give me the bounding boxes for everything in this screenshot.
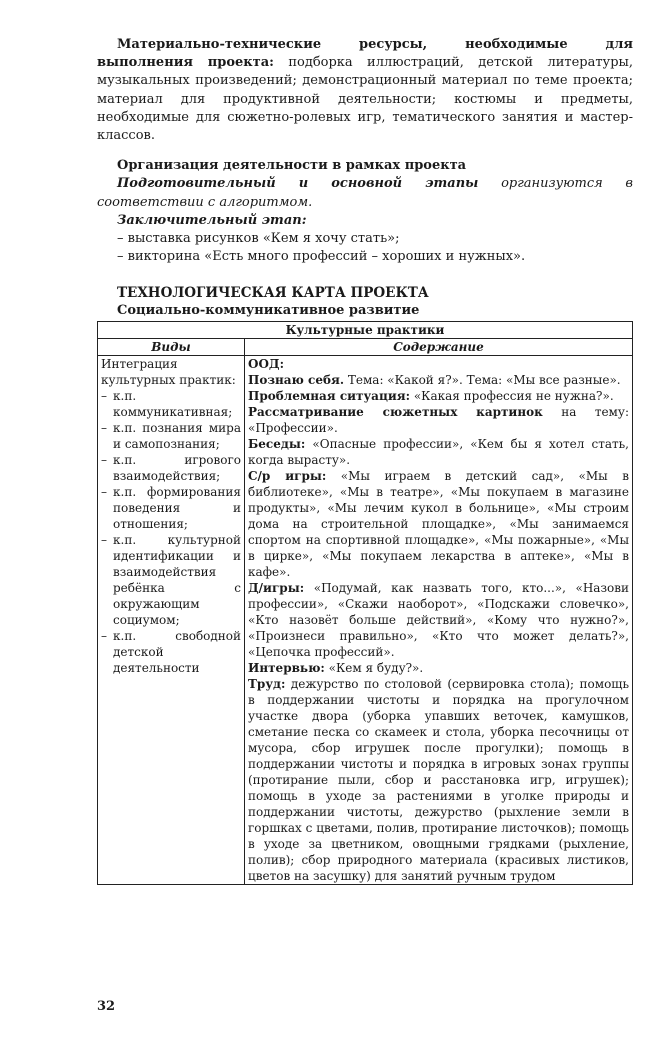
list-item-text: к.п. познания мира и самопознания;	[113, 421, 241, 452]
ood-label: ООД:	[248, 357, 285, 372]
page-number: 32	[97, 999, 116, 1014]
content-label: Д/игры:	[248, 581, 305, 596]
dash: –	[101, 389, 107, 404]
stages-label: Подготовительный и основной этапы	[117, 176, 479, 192]
content-paragraph	[248, 468, 629, 580]
dash: –	[101, 629, 107, 644]
list-item	[101, 420, 241, 452]
table-header-row	[98, 322, 633, 339]
dash: –	[101, 533, 107, 548]
list-item-text: к.п. свободной детской деятельности	[113, 629, 241, 676]
list-item-text: к.п. культурной идентификации и взаимодействия ребёнка с окружающим социумом;	[113, 533, 241, 628]
content-cell	[245, 356, 633, 885]
final-stage-label: Заключительный этап:	[117, 212, 307, 228]
dash: –	[101, 485, 107, 500]
content-paragraph	[248, 372, 629, 388]
content-paragraph	[248, 660, 629, 676]
content-text: дежурство по столовой (сервировка стола); помощь в поддержании чистоты и порядка на прогулочном участке двора (уборка упавших веточек, камушков, сметание песка со скамеек и стола, уборка песочницы от мусора, сбор игрушек после прогулки); помощь в поддержании чистоты и порядка в игровых зонах группы (протирание пыли, сбор и расстановка игр, игрушек); помощь в уходе за растениями в уголке природы и поддержании чистоты, дежурство (рыхление земли в горшках с цветами, полив, протирание листочков); помощь в уходе за цветником, овощными грядками (рыхление, полив); сбор природного материала (красивых листиков, цветов на засушку) для занятий ручным трудом	[248, 677, 629, 884]
content-label: Рассматривание сюжетных картинок	[248, 405, 543, 420]
list-item-text: к.п. формирования поведения и отношения;	[113, 485, 241, 532]
col-header-content: Содержание	[245, 339, 633, 356]
col-header-kinds: Виды	[98, 339, 245, 356]
resources-text: подборка иллюстраций, детской литературы, музыкальных произведений; демонстрационный материал по теме проекта; материал для продуктивной деятельности; костюмы и предметы, необходимые для сюжетно-ролевых игр, тематического занятия и мастер-классов.	[97, 55, 633, 144]
content-label: С/р игры:	[248, 469, 327, 484]
resources-paragraph	[97, 36, 633, 145]
list-item	[101, 452, 241, 484]
techcard-table	[97, 321, 633, 885]
content-text: «Мы играем в детский сад», «Мы в библиотеке», «Мы в театре», «Мы покупаем в магазине продукты», «Мы лечим кукол в больнице», «Мы строим дома на строительной площадке», «Мы занимаемся спортом на спортивной площадке», «Мы пожарные», «Мы в цирке», «Мы покупаем лекарства в аптеке», «Мы в кафе».	[248, 469, 629, 580]
stages-paragraph	[97, 175, 633, 211]
content-text: «Какая профессия не нужна?».	[410, 389, 614, 404]
stages-text: организуются в соответствии с алгоритмом.	[97, 176, 633, 210]
resources-label: Материально-технические ресурсы, необходимые для выполнения проекта:	[97, 37, 633, 71]
content-text: «Подумай, как назвать того, кто...», «Назови профессии», «Скажи наоборот», «Подскажи словечко», «Кто назовёт больше действий», «Кому что нужно?», «Произнеси правильно», «Кто что может делать?», «Цепочка профессий».	[248, 581, 629, 660]
page-content	[97, 36, 633, 885]
column-header-row	[98, 339, 633, 356]
list-item-text: к.п. игрового взаимодействия;	[113, 453, 241, 484]
content-label: Беседы:	[248, 437, 306, 452]
kinds-cell	[98, 356, 245, 885]
dash: –	[101, 421, 107, 436]
list-item	[101, 484, 241, 532]
list-item	[101, 532, 241, 628]
table-header: Культурные практики	[98, 322, 633, 339]
organization-heading: Организация деятельности в рамках проекта	[117, 158, 467, 174]
final-item: – викторина «Есть много профессий – хороших и нужных».	[117, 249, 526, 265]
techcard-title: ТЕХНОЛОГИЧЕСКАЯ КАРТА ПРОЕКТА	[117, 285, 429, 302]
content-label: Труд:	[248, 677, 286, 692]
content-paragraph	[248, 388, 629, 404]
content-label: Познаю себя.	[248, 373, 345, 388]
list-item	[101, 388, 241, 420]
content-label: Проблемная ситуация:	[248, 389, 411, 404]
content-text: «Опасные профессии», «Кем бы я хотел стать, когда вырасту».	[248, 437, 629, 468]
dash: –	[101, 453, 107, 468]
content-text: на тему: «Профессии».	[248, 405, 629, 436]
content-text: Тема: «Какой я?». Тема: «Мы все разные».	[344, 373, 621, 388]
techcard-subtitle: Социально-коммуникативное развитие	[117, 303, 420, 319]
list-item-text: к.п. коммуникативная;	[113, 389, 233, 420]
content-paragraph	[248, 436, 629, 468]
content-label: Интервью:	[248, 661, 325, 676]
content-paragraph	[248, 580, 629, 660]
list-item	[101, 628, 241, 676]
table-row	[98, 356, 633, 885]
content-text: «Кем я буду?».	[324, 661, 424, 676]
final-item: – выставка рисунков «Кем я хочу стать»;	[117, 231, 400, 247]
content-paragraph	[248, 676, 629, 884]
kinds-intro: Интеграция культурных практик:	[101, 357, 236, 388]
content-paragraph	[248, 404, 629, 436]
